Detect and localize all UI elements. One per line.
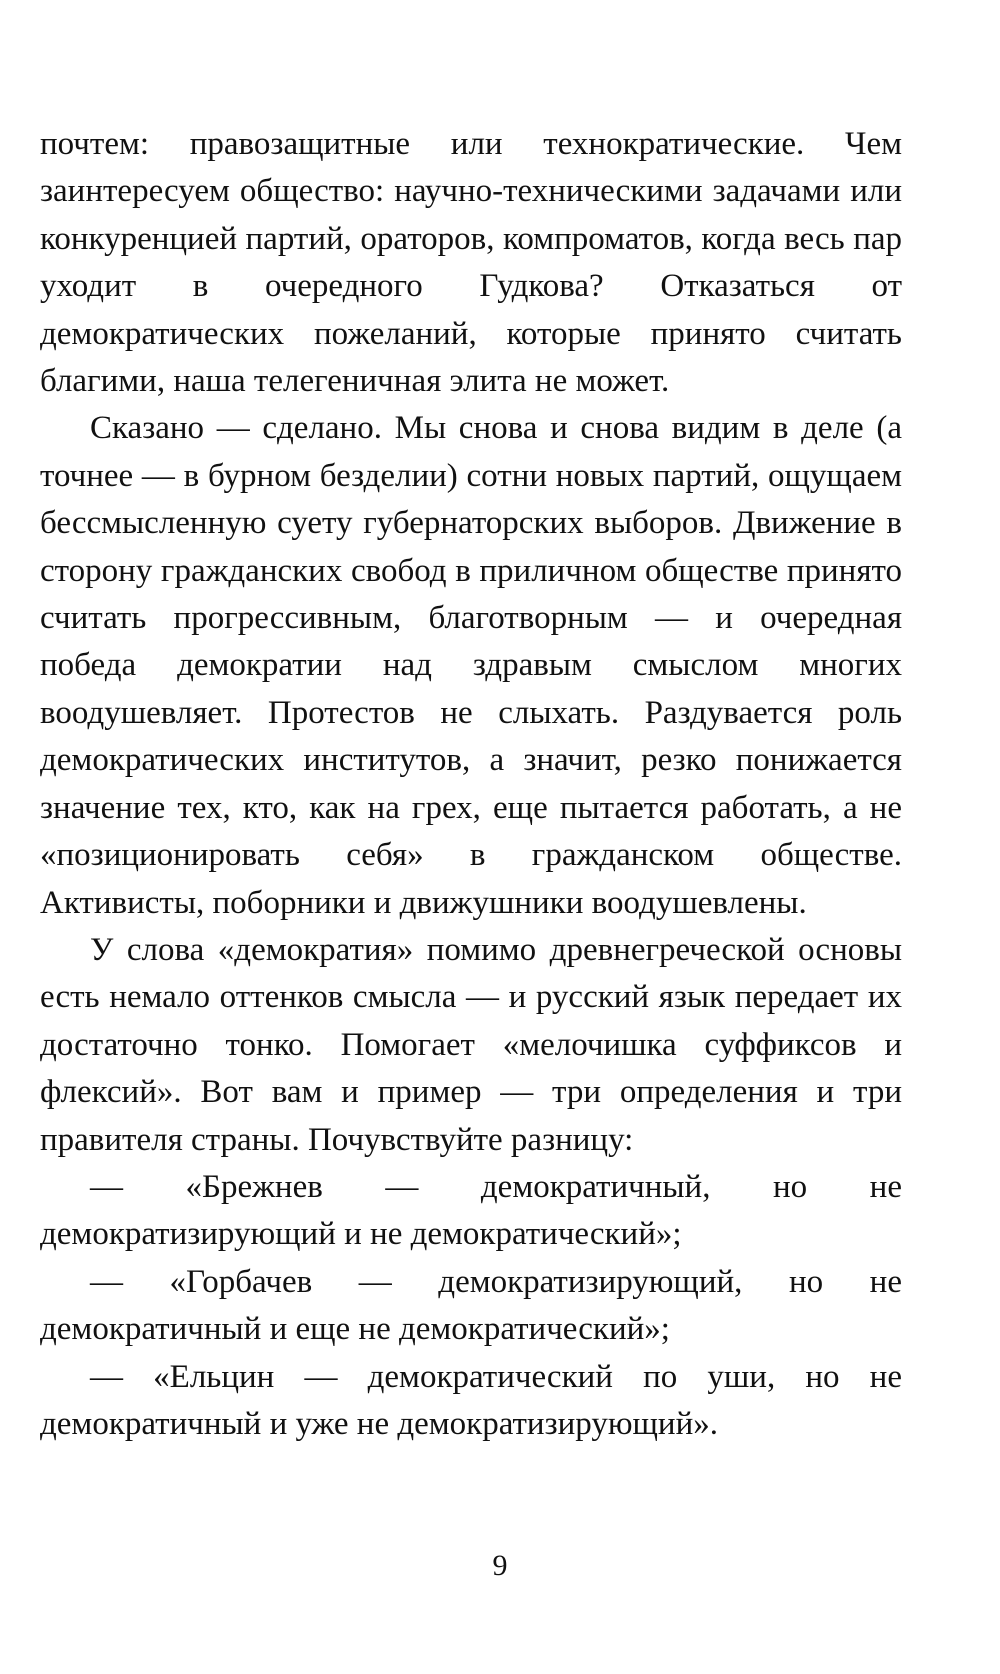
paragraph-continuation: почтем: правозащитные или технократические. Чем заинтересуем общество: научно-техническими задачами или конкуренцией партий, ораторов, компроматов, когда весь пар уходит в очередного Гудкова? Отказаться от демократических пожеланий, которые принято считать благими, наша телегеничная элита не может. (40, 126, 902, 400)
quote-gorbachev: — «Горбачев — демократизирующий, но не демократичный и еще не демократический»; (40, 1263, 902, 1348)
body-text (40, 121, 902, 1448)
paragraph: У слова «демократия» помимо древнегреческой основы есть немало оттенков смысла — и русский язык передает их достаточно тонко. Помогает «мелочишка суффиксов и флексий». Вот вам и пример — три определения и три правителя страны. Почувствуйте разницу: (40, 931, 902, 1158)
quote-yeltsin: — «Ельцин — демократический по уши, но не демократичный и уже не демократизирующий». (40, 1358, 902, 1442)
paragraph: Сказано — сделано. Мы снова и снова видим в деле (а точнее — в бурном безделии) сотни новых партий, ощущаем бессмысленную суету губернаторских выборов. Движение в сторону гражданских свобод в приличном обществе принято считать прогрессивным, благотворным — и очередная победа демократии над здравым смыслом многих воодушевляет. Протестов не слыхать. Раздувается роль демократических институтов, а значит, резко понижается значение тех, кто, как на грех, еще пытается работать, а не «позиционировать себя» в гражданском обществе. Активисты, поборники и движушники воодушевлены. (40, 410, 902, 921)
page-number: 9 (492, 1549, 508, 1582)
quote-brezhnev: — «Брежнев — демократичный, но не демократизирующий и не демократический»; (40, 1168, 902, 1253)
